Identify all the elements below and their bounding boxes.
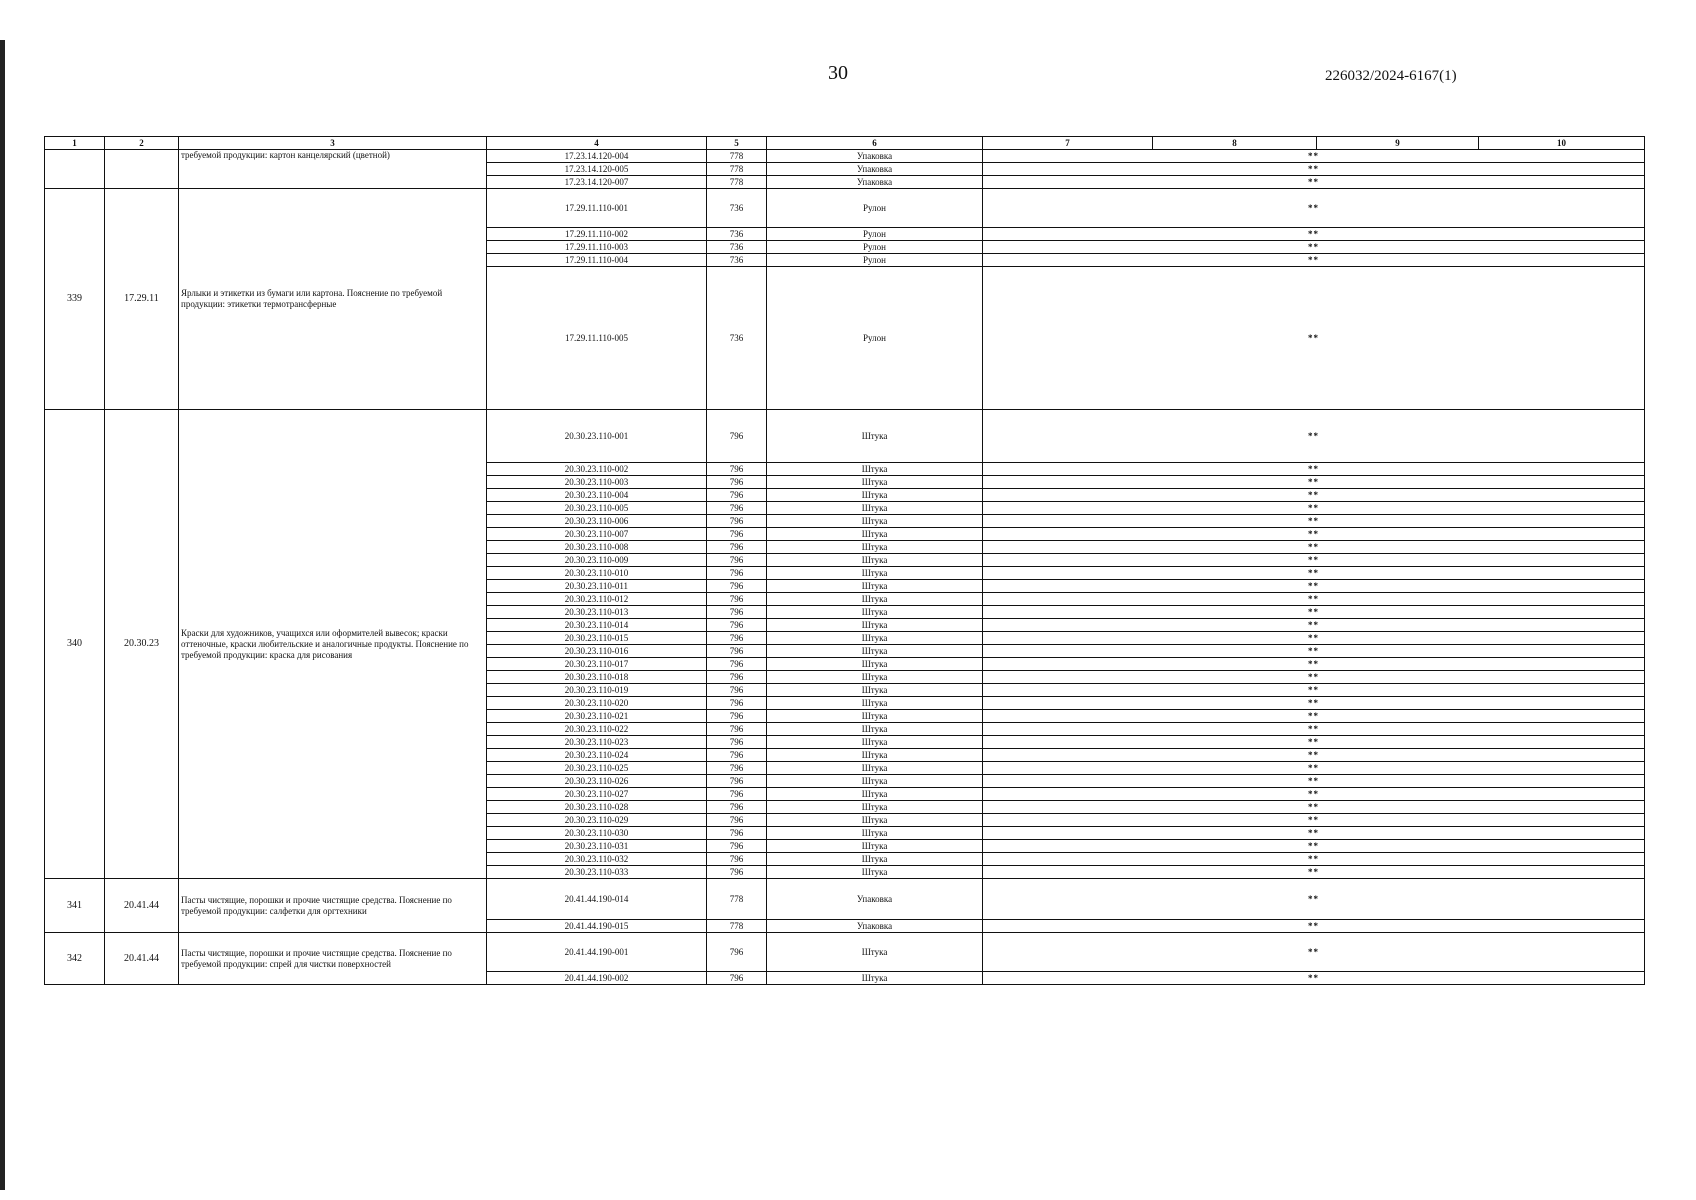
okei-code: 796 bbox=[707, 853, 767, 866]
scan-edge-mark bbox=[0, 40, 5, 1190]
unit-name: Штука bbox=[767, 775, 983, 788]
okei-code: 796 bbox=[707, 827, 767, 840]
ktru-code: 20.30.23.110-006 bbox=[487, 515, 707, 528]
unit-name: Штука bbox=[767, 580, 983, 593]
unit-name: Штука bbox=[767, 762, 983, 775]
okei-code: 796 bbox=[707, 775, 767, 788]
okei-code: 736 bbox=[707, 189, 767, 228]
unit-name: Штука bbox=[767, 801, 983, 814]
ktru-code: 20.30.23.110-005 bbox=[487, 502, 707, 515]
requirements-mark: ** bbox=[983, 267, 1645, 410]
ktru-code: 20.30.23.110-009 bbox=[487, 554, 707, 567]
unit-name: Штука bbox=[767, 814, 983, 827]
requirements-mark: ** bbox=[983, 593, 1645, 606]
unit-name: Рулон bbox=[767, 254, 983, 267]
item-description: Пасты чистящие, порошки и прочие чистящие средства. Пояснение по требуемой продукции: спрей для чистки поверхностей bbox=[179, 933, 487, 985]
table-row bbox=[45, 933, 1645, 972]
unit-name: Штука bbox=[767, 619, 983, 632]
ktru-code: 17.23.14.120-005 bbox=[487, 163, 707, 176]
col-header-2: 2 bbox=[105, 137, 179, 150]
okei-code: 736 bbox=[707, 228, 767, 241]
okei-code: 796 bbox=[707, 658, 767, 671]
okei-code: 778 bbox=[707, 150, 767, 163]
requirements-mark: ** bbox=[983, 684, 1645, 697]
item-description: Пасты чистящие, порошки и прочие чистящие средства. Пояснение по требуемой продукции: салфетки для оргтехники bbox=[179, 879, 487, 933]
ktru-code: 20.30.23.110-020 bbox=[487, 697, 707, 710]
requirements-mark: ** bbox=[983, 723, 1645, 736]
item-description: требуемой продукции: картон канцелярский (цветной) bbox=[179, 150, 487, 189]
okei-code: 796 bbox=[707, 697, 767, 710]
requirements-mark: ** bbox=[983, 972, 1645, 985]
ktru-code: 17.29.11.110-003 bbox=[487, 241, 707, 254]
ktru-code: 20.30.23.110-002 bbox=[487, 463, 707, 476]
unit-name: Штука bbox=[767, 410, 983, 463]
table-row bbox=[45, 879, 1645, 920]
requirements-mark: ** bbox=[983, 788, 1645, 801]
requirements-mark: ** bbox=[983, 775, 1645, 788]
unit-name: Штука bbox=[767, 736, 983, 749]
requirements-mark: ** bbox=[983, 463, 1645, 476]
col-header-6: 6 bbox=[767, 137, 983, 150]
okei-code: 796 bbox=[707, 840, 767, 853]
header-row bbox=[45, 137, 1645, 150]
requirements-mark: ** bbox=[983, 645, 1645, 658]
requirements-mark: ** bbox=[983, 515, 1645, 528]
requirements-mark: ** bbox=[983, 502, 1645, 515]
unit-name: Упаковка bbox=[767, 150, 983, 163]
requirements-mark: ** bbox=[983, 241, 1645, 254]
unit-name: Штука bbox=[767, 593, 983, 606]
item-description: Краски для художников, учащихся или оформителей вывесок; краски оттеночные, краски любительские и аналогичные продукты. Пояснение по требуемой продукции: краска для рисования bbox=[179, 410, 487, 879]
okei-code: 796 bbox=[707, 515, 767, 528]
requirements-mark: ** bbox=[983, 827, 1645, 840]
okei-code: 796 bbox=[707, 762, 767, 775]
unit-name: Упаковка bbox=[767, 920, 983, 933]
ktru-code: 20.30.23.110-014 bbox=[487, 619, 707, 632]
unit-name: Рулон bbox=[767, 267, 983, 410]
ktru-code: 20.30.23.110-031 bbox=[487, 840, 707, 853]
requirements-mark: ** bbox=[983, 476, 1645, 489]
ktru-code: 20.30.23.110-003 bbox=[487, 476, 707, 489]
unit-name: Штука bbox=[767, 853, 983, 866]
ktru-code: 17.23.14.120-004 bbox=[487, 150, 707, 163]
row-number: 340 bbox=[45, 410, 105, 879]
okei-code: 796 bbox=[707, 671, 767, 684]
col-header-10: 10 bbox=[1479, 137, 1645, 150]
ktru-code: 20.30.23.110-017 bbox=[487, 658, 707, 671]
requirements-mark: ** bbox=[983, 189, 1645, 228]
ktru-code: 20.30.23.110-007 bbox=[487, 528, 707, 541]
ktru-code: 17.29.11.110-004 bbox=[487, 254, 707, 267]
col-header-8: 8 bbox=[1153, 137, 1317, 150]
ktru-code: 20.41.44.190-002 bbox=[487, 972, 707, 985]
requirements-mark: ** bbox=[983, 632, 1645, 645]
okei-code: 796 bbox=[707, 933, 767, 972]
okei-code: 796 bbox=[707, 801, 767, 814]
ktru-code: 20.30.23.110-016 bbox=[487, 645, 707, 658]
okpd-code: 20.41.44 bbox=[105, 879, 179, 933]
unit-name: Штука bbox=[767, 749, 983, 762]
ktru-code: 17.23.14.120-007 bbox=[487, 176, 707, 189]
ktru-code: 20.41.44.190-001 bbox=[487, 933, 707, 972]
unit-name: Упаковка bbox=[767, 176, 983, 189]
row-number: 339 bbox=[45, 189, 105, 410]
okei-code: 796 bbox=[707, 410, 767, 463]
unit-name: Штука bbox=[767, 606, 983, 619]
unit-name: Штука bbox=[767, 840, 983, 853]
page-number: 30 bbox=[828, 62, 848, 84]
ktru-code: 17.29.11.110-005 bbox=[487, 267, 707, 410]
ktru-code: 20.30.23.110-012 bbox=[487, 593, 707, 606]
unit-name: Штука bbox=[767, 788, 983, 801]
okei-code: 796 bbox=[707, 749, 767, 762]
ktru-code: 20.30.23.110-021 bbox=[487, 710, 707, 723]
okei-code: 796 bbox=[707, 788, 767, 801]
ktru-code: 20.30.23.110-013 bbox=[487, 606, 707, 619]
unit-name: Штука bbox=[767, 972, 983, 985]
requirements-mark: ** bbox=[983, 606, 1645, 619]
requirements-mark: ** bbox=[983, 749, 1645, 762]
unit-name: Штука bbox=[767, 463, 983, 476]
okei-code: 796 bbox=[707, 736, 767, 749]
requirements-mark: ** bbox=[983, 176, 1645, 189]
unit-name: Штука bbox=[767, 723, 983, 736]
ktru-code: 20.30.23.110-018 bbox=[487, 671, 707, 684]
okei-code: 796 bbox=[707, 580, 767, 593]
requirements-mark: ** bbox=[983, 489, 1645, 502]
ktru-code: 20.30.23.110-011 bbox=[487, 580, 707, 593]
requirements-mark: ** bbox=[983, 541, 1645, 554]
okei-code: 796 bbox=[707, 567, 767, 580]
ktru-code: 20.30.23.110-030 bbox=[487, 827, 707, 840]
table-row bbox=[45, 189, 1645, 228]
requirements-mark: ** bbox=[983, 567, 1645, 580]
ktru-code: 20.30.23.110-024 bbox=[487, 749, 707, 762]
requirements-mark: ** bbox=[983, 150, 1645, 163]
unit-name: Штука bbox=[767, 567, 983, 580]
okei-code: 796 bbox=[707, 593, 767, 606]
requirements-mark: ** bbox=[983, 879, 1645, 920]
requirements-mark: ** bbox=[983, 671, 1645, 684]
col-header-9: 9 bbox=[1317, 137, 1479, 150]
requirements-mark: ** bbox=[983, 801, 1645, 814]
okei-code: 796 bbox=[707, 866, 767, 879]
col-header-5: 5 bbox=[707, 137, 767, 150]
okpd-code: 20.41.44 bbox=[105, 933, 179, 985]
okpd-code bbox=[105, 150, 179, 189]
okei-code: 796 bbox=[707, 489, 767, 502]
table-row bbox=[45, 410, 1645, 463]
ktru-code: 20.30.23.110-022 bbox=[487, 723, 707, 736]
ktru-code: 20.30.23.110-008 bbox=[487, 541, 707, 554]
okei-code: 796 bbox=[707, 972, 767, 985]
okei-code: 736 bbox=[707, 254, 767, 267]
okei-code: 796 bbox=[707, 476, 767, 489]
requirements-mark: ** bbox=[983, 697, 1645, 710]
requirements-mark: ** bbox=[983, 228, 1645, 241]
requirements-mark: ** bbox=[983, 762, 1645, 775]
okei-code: 796 bbox=[707, 710, 767, 723]
unit-name: Штука bbox=[767, 710, 983, 723]
unit-name: Штука bbox=[767, 489, 983, 502]
unit-name: Штука bbox=[767, 476, 983, 489]
row-number bbox=[45, 150, 105, 189]
okei-code: 796 bbox=[707, 723, 767, 736]
unit-name: Штука bbox=[767, 827, 983, 840]
okei-code: 796 bbox=[707, 502, 767, 515]
okei-code: 796 bbox=[707, 684, 767, 697]
ktru-code: 20.30.23.110-001 bbox=[487, 410, 707, 463]
ktru-code: 20.30.23.110-033 bbox=[487, 866, 707, 879]
col-header-4: 4 bbox=[487, 137, 707, 150]
okei-code: 796 bbox=[707, 645, 767, 658]
unit-name: Штука bbox=[767, 554, 983, 567]
ktru-code: 20.30.23.110-026 bbox=[487, 775, 707, 788]
ktru-code: 20.41.44.190-015 bbox=[487, 920, 707, 933]
okei-code: 796 bbox=[707, 632, 767, 645]
requirements-mark: ** bbox=[983, 866, 1645, 879]
requirements-mark: ** bbox=[983, 410, 1645, 463]
unit-name: Упаковка bbox=[767, 163, 983, 176]
table-body bbox=[45, 150, 1645, 985]
okei-code: 796 bbox=[707, 554, 767, 567]
unit-name: Рулон bbox=[767, 228, 983, 241]
requirements-mark: ** bbox=[983, 814, 1645, 827]
ktru-code: 17.29.11.110-002 bbox=[487, 228, 707, 241]
okei-code: 736 bbox=[707, 241, 767, 254]
okei-code: 796 bbox=[707, 619, 767, 632]
unit-name: Штука bbox=[767, 528, 983, 541]
okpd-code: 20.30.23 bbox=[105, 410, 179, 879]
requirements-mark: ** bbox=[983, 710, 1645, 723]
ktru-code: 20.30.23.110-004 bbox=[487, 489, 707, 502]
requirements-mark: ** bbox=[983, 554, 1645, 567]
okei-code: 778 bbox=[707, 879, 767, 920]
okei-code: 778 bbox=[707, 163, 767, 176]
okei-code: 796 bbox=[707, 463, 767, 476]
requirements-mark: ** bbox=[983, 580, 1645, 593]
document-id: 226032/2024-6167(1) bbox=[1325, 68, 1457, 84]
requirements-mark: ** bbox=[983, 853, 1645, 866]
ktru-code: 20.30.23.110-025 bbox=[487, 762, 707, 775]
unit-name: Штука bbox=[767, 671, 983, 684]
unit-name: Упаковка bbox=[767, 879, 983, 920]
item-description: Ярлыки и этикетки из бумаги или картона. Пояснение по требуемой продукции: этикетки термотрансферные bbox=[179, 189, 487, 410]
ktru-code: 20.30.23.110-019 bbox=[487, 684, 707, 697]
unit-name: Рулон bbox=[767, 241, 983, 254]
okei-code: 796 bbox=[707, 814, 767, 827]
requirements-mark: ** bbox=[983, 619, 1645, 632]
ktru-code: 20.41.44.190-014 bbox=[487, 879, 707, 920]
table-row bbox=[45, 150, 1645, 163]
col-header-3: 3 bbox=[179, 137, 487, 150]
okpd-code: 17.29.11 bbox=[105, 189, 179, 410]
okei-code: 778 bbox=[707, 176, 767, 189]
col-header-7: 7 bbox=[983, 137, 1153, 150]
unit-name: Штука bbox=[767, 632, 983, 645]
unit-name: Штука bbox=[767, 697, 983, 710]
requirements-mark: ** bbox=[983, 840, 1645, 853]
okei-code: 736 bbox=[707, 267, 767, 410]
unit-name: Штука bbox=[767, 658, 983, 671]
row-number: 342 bbox=[45, 933, 105, 985]
registry-table bbox=[44, 136, 1645, 985]
okei-code: 796 bbox=[707, 528, 767, 541]
requirements-mark: ** bbox=[983, 920, 1645, 933]
unit-name: Штука bbox=[767, 866, 983, 879]
ktru-code: 20.30.23.110-029 bbox=[487, 814, 707, 827]
unit-name: Штука bbox=[767, 684, 983, 697]
requirements-mark: ** bbox=[983, 528, 1645, 541]
requirements-mark: ** bbox=[983, 736, 1645, 749]
okei-code: 796 bbox=[707, 606, 767, 619]
requirements-mark: ** bbox=[983, 163, 1645, 176]
requirements-mark: ** bbox=[983, 658, 1645, 671]
ktru-code: 20.30.23.110-015 bbox=[487, 632, 707, 645]
unit-name: Рулон bbox=[767, 189, 983, 228]
requirements-mark: ** bbox=[983, 933, 1645, 972]
ktru-code: 20.30.23.110-023 bbox=[487, 736, 707, 749]
ktru-code: 20.30.23.110-027 bbox=[487, 788, 707, 801]
okei-code: 796 bbox=[707, 541, 767, 554]
unit-name: Штука bbox=[767, 933, 983, 972]
col-header-1: 1 bbox=[45, 137, 105, 150]
unit-name: Штука bbox=[767, 515, 983, 528]
unit-name: Штука bbox=[767, 541, 983, 554]
requirements-mark: ** bbox=[983, 254, 1645, 267]
unit-name: Штука bbox=[767, 645, 983, 658]
ktru-code: 17.29.11.110-001 bbox=[487, 189, 707, 228]
unit-name: Штука bbox=[767, 502, 983, 515]
okei-code: 778 bbox=[707, 920, 767, 933]
ktru-code: 20.30.23.110-010 bbox=[487, 567, 707, 580]
row-number: 341 bbox=[45, 879, 105, 933]
ktru-code: 20.30.23.110-028 bbox=[487, 801, 707, 814]
ktru-code: 20.30.23.110-032 bbox=[487, 853, 707, 866]
